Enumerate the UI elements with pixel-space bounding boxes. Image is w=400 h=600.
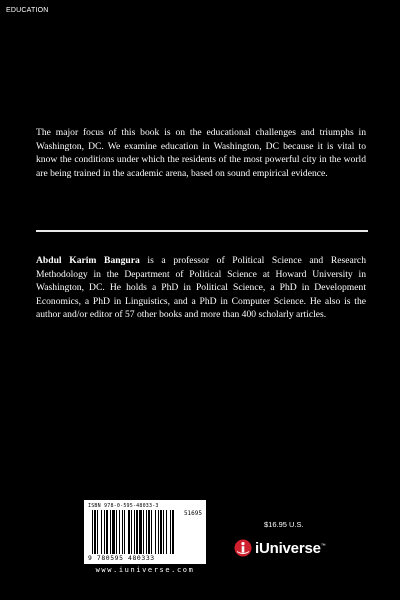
trademark-symbol: ™	[320, 542, 326, 549]
barcode-bars	[92, 510, 204, 554]
category-label: EDUCATION	[6, 7, 49, 14]
price-label: $16.95 U.S.	[264, 520, 304, 529]
iuniverse-logo-icon	[234, 539, 252, 557]
publisher-name	[255, 540, 326, 557]
author-name: Abdul Karim Bangura	[36, 255, 140, 266]
isbn-label: ISBN 978-0-595-48033-3	[88, 503, 159, 509]
publisher-logo	[234, 537, 326, 559]
book-description: The major focus of this book is on the educational challenges and triumphs in Washington, DC. We examine education in Washington, DC because it is vital to know the conditions under which the residents of the most powerful city in the world are being trained in the academic arena, based on sound empirical evidence.	[36, 127, 366, 179]
publisher-name-text: iUniverse	[255, 539, 321, 557]
publisher-website: www.iuniverse.com	[95, 566, 195, 574]
isbn-barcode	[84, 500, 206, 564]
divider-rule	[36, 230, 368, 232]
barcode-digits: 9 780595 480333	[88, 554, 155, 562]
author-bio-text: is a professor of Political Science and Research Methodology in the Department of Political Science at Howard University in Washington, DC. He holds a PhD in Political Science, a PhD in Development Economics, a PhD in Linguistics, and a PhD in Computer Science. He also is the author and/or editor of 57 other books and more than 400 scholarly articles.	[36, 255, 366, 321]
author-bio	[36, 254, 366, 322]
barcode-price-code: 51695	[183, 510, 202, 517]
